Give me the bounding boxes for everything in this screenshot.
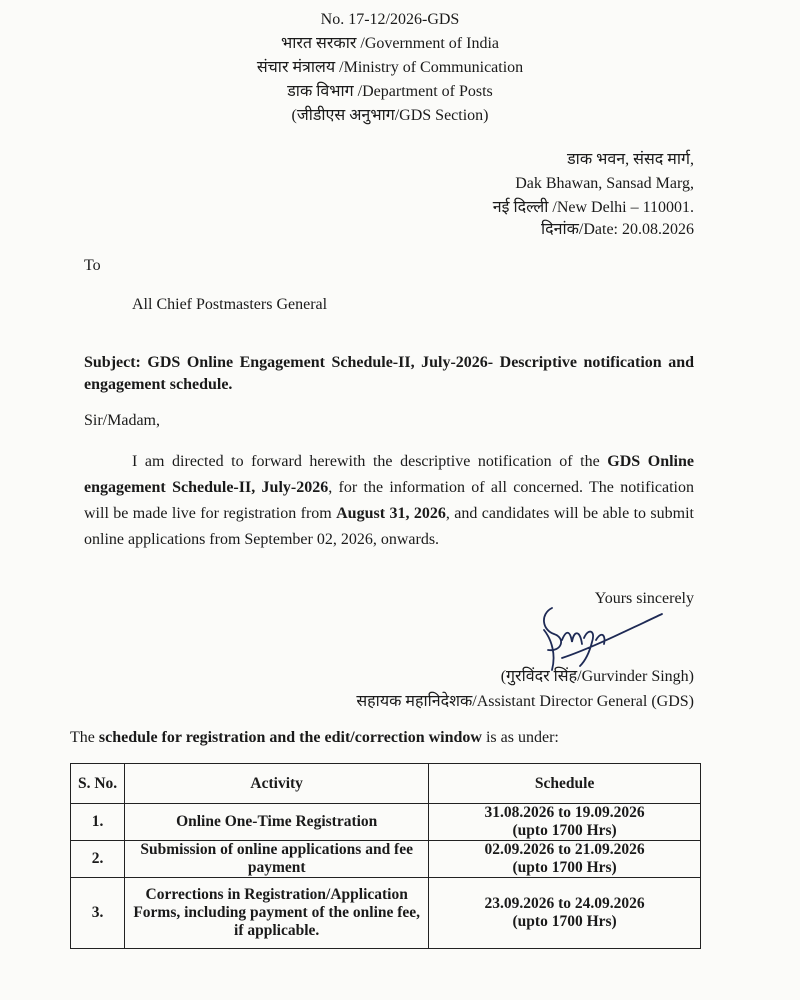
section-line: (जीडीएस अनुभाग/GDS Section)	[291, 107, 489, 124]
row-activity: Corrections in Registration/Application Forms, including payment of the online fee, if applicable.	[125, 878, 429, 949]
schedule-intro-pre: The	[70, 729, 99, 746]
signatory-designation: सहायक महानिदेशक/Assistant Director General (GDS)	[356, 693, 694, 710]
schedule-dates: 31.08.2026 to 19.09.2026	[484, 804, 645, 821]
schedule-intro-bold: schedule for registration and the edit/correction window	[98, 729, 482, 746]
schedule-intro	[70, 725, 559, 751]
row-activity: Online One-Time Registration	[125, 804, 429, 841]
row-schedule	[429, 841, 701, 878]
table-row	[71, 804, 701, 841]
signatory-name: (गुरविंदर सिंह/Gurvinder Singh)	[500, 668, 694, 685]
header-schedule: Schedule	[429, 764, 701, 804]
table-row	[71, 878, 701, 949]
subject	[84, 352, 694, 396]
body-part-3: , and candidates will be able to submit online applications from September 02, 2026, onwards.	[84, 505, 694, 548]
schedule-time: (upto 1700 Hrs)	[512, 822, 617, 839]
header-activity: Activity	[125, 764, 429, 804]
ministry-line: संचार मंत्रालय /Ministry of Communication	[256, 59, 524, 76]
schedule-time: (upto 1700 Hrs)	[512, 913, 617, 930]
subject-text: GDS Online Engagement Schedule-II, July-2026- Descriptive notification and engagement schedule.	[84, 354, 695, 393]
schedule-table	[70, 763, 701, 949]
department-line: डाक विभाग /Department of Posts	[287, 83, 493, 100]
body-bold-2: August 31, 2026	[336, 505, 446, 522]
table-row	[71, 841, 701, 878]
body-bold-1: GDS Online engagement Schedule-II, July-2026	[84, 453, 694, 496]
schedule-time: (upto 1700 Hrs)	[512, 859, 617, 876]
file-number: No. 17-12/2026-GDS	[320, 11, 460, 28]
schedule-intro-post: is as under:	[481, 729, 559, 746]
row-sno: 3.	[71, 878, 125, 949]
row-activity: Submission of online applications and fee payment	[125, 841, 429, 878]
body-part-1: I am directed to forward herewith the descriptive notification of the	[132, 453, 608, 470]
to-label: To	[84, 257, 101, 274]
letter-date: दिनांक/Date: 20.08.2026	[540, 221, 694, 238]
row-sno: 2.	[71, 841, 125, 878]
body-paragraph	[84, 449, 694, 553]
schedule-dates: 02.09.2026 to 21.09.2026	[484, 841, 645, 858]
header-sno: S. No.	[71, 764, 125, 804]
row-schedule	[429, 804, 701, 841]
yours-sincerely: Yours sincerely	[594, 590, 694, 607]
govt-line: भारत सरकार /Government of India	[280, 35, 500, 52]
row-schedule	[429, 878, 701, 949]
recipient-name: All Chief Postmasters General	[132, 296, 328, 313]
table-header-row	[71, 764, 701, 804]
salutation: Sir/Madam,	[84, 412, 160, 429]
row-sno: 1.	[71, 804, 125, 841]
subject-label: Subject:	[84, 354, 141, 371]
address-city: नई दिल्ली /New Delhi – 110001.	[492, 199, 694, 216]
body-part-2: , for the information of all concerned. The notification will be made live for registration from	[84, 479, 694, 522]
schedule-dates: 23.09.2026 to 24.09.2026	[484, 895, 645, 912]
address-hindi: डाक भवन, संसद मार्ग,	[567, 151, 694, 168]
address-building: Dak Bhawan, Sansad Marg,	[515, 175, 694, 192]
